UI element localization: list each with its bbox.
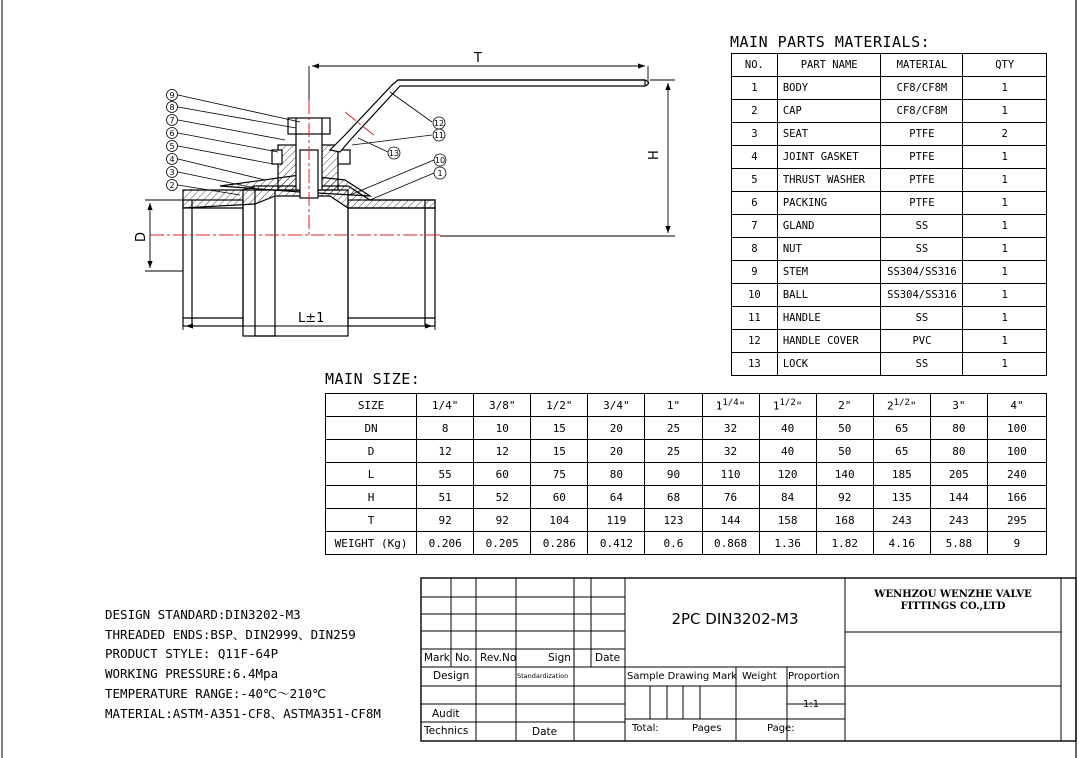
parts-cell-qty: 1 bbox=[963, 169, 1047, 192]
size-cell: 12 bbox=[417, 440, 474, 463]
parts-cell-no: 2 bbox=[732, 100, 778, 123]
parts-cell-qty: 1 bbox=[963, 215, 1047, 238]
size-cell: 92 bbox=[417, 509, 474, 532]
svg-text:9: 9 bbox=[169, 91, 175, 100]
svg-text:3: 3 bbox=[169, 168, 175, 177]
size-cell: 166 bbox=[987, 486, 1046, 509]
svg-text:1: 1 bbox=[437, 169, 443, 178]
size-cell: 1.82 bbox=[816, 532, 873, 555]
parts-cell-no: 10 bbox=[732, 284, 778, 307]
size-header-cell: 1" bbox=[645, 394, 702, 417]
parts-cell-qty: 1 bbox=[963, 100, 1047, 123]
parts-cell-qty: 1 bbox=[963, 307, 1047, 330]
size-cell: 5.88 bbox=[930, 532, 987, 555]
company-name-line1: WENHZOU WENZHE VALVE bbox=[874, 589, 1032, 600]
size-cell: 15 bbox=[531, 417, 588, 440]
tb-sign: Sign bbox=[548, 652, 571, 664]
size-fraction: 1/2 bbox=[779, 397, 796, 408]
size-cell: 50 bbox=[816, 417, 873, 440]
parts-cell-material: CF8/CF8M bbox=[881, 100, 963, 123]
parts-cell-name: CAP bbox=[777, 100, 881, 123]
size-cell: 110 bbox=[702, 463, 759, 486]
parts-cell-no: 5 bbox=[732, 169, 778, 192]
parts-header-name: PART NAME bbox=[777, 54, 881, 77]
parts-cell-material: SS bbox=[881, 307, 963, 330]
size-header-cell: 3" bbox=[930, 394, 987, 417]
svg-text:5: 5 bbox=[169, 142, 175, 151]
size-cell: 84 bbox=[759, 486, 816, 509]
parts-cell-name: HANDLE COVER bbox=[777, 330, 881, 353]
svg-text:2: 2 bbox=[169, 181, 175, 190]
size-cell: 119 bbox=[588, 509, 645, 532]
svg-text:7: 7 bbox=[169, 116, 175, 125]
parts-cell-name: NUT bbox=[777, 238, 881, 261]
size-cell: 240 bbox=[987, 463, 1046, 486]
size-cell: 0.205 bbox=[474, 532, 531, 555]
parts-cell-qty: 1 bbox=[963, 238, 1047, 261]
size-whole: 2 bbox=[887, 399, 894, 413]
spec-working-pressure: WORKING PRESSURE:6.4Mpa bbox=[105, 666, 279, 682]
parts-cell-no: 6 bbox=[732, 192, 778, 215]
size-cell: 65 bbox=[873, 440, 930, 463]
size-cell: 51 bbox=[417, 486, 474, 509]
parts-cell-no: 9 bbox=[732, 261, 778, 284]
size-unit: " bbox=[909, 399, 917, 413]
size-cell: 75 bbox=[531, 463, 588, 486]
size-cell: 60 bbox=[531, 486, 588, 509]
spec-design-standard: DESIGN STANDARD:DIN3202-M3 bbox=[105, 607, 301, 622]
size-cell: 144 bbox=[702, 509, 759, 532]
size-cell: 9 bbox=[987, 532, 1046, 555]
tb-design: Design bbox=[433, 670, 470, 682]
svg-text:11: 11 bbox=[433, 131, 445, 140]
size-row-label: WEIGHT (Kg) bbox=[326, 532, 417, 555]
parts-cell-no: 3 bbox=[732, 123, 778, 146]
size-cell: 76 bbox=[702, 486, 759, 509]
size-cell: 80 bbox=[930, 440, 987, 463]
parts-cell-name: BODY bbox=[777, 77, 881, 100]
parts-cell-name: GLAND bbox=[777, 215, 881, 238]
parts-cell-no: 8 bbox=[732, 238, 778, 261]
size-cell: 158 bbox=[759, 509, 816, 532]
size-cell: 65 bbox=[873, 417, 930, 440]
size-cell: 168 bbox=[816, 509, 873, 532]
size-cell: 100 bbox=[987, 440, 1046, 463]
tb-rev-no: Rev.No bbox=[480, 652, 517, 664]
parts-cell-qty: 1 bbox=[963, 77, 1047, 100]
parts-header-no: NO. bbox=[732, 54, 778, 77]
parts-cell-material: SS bbox=[881, 215, 963, 238]
size-cell: 15 bbox=[531, 440, 588, 463]
parts-title: MAIN PARTS MATERIALS: bbox=[730, 33, 931, 51]
size-cell: 10 bbox=[474, 417, 531, 440]
size-header-cell: 3/8" bbox=[474, 394, 531, 417]
parts-cell-material: PTFE bbox=[881, 146, 963, 169]
size-cell: 205 bbox=[930, 463, 987, 486]
tb-mark: Mark bbox=[424, 652, 450, 664]
size-cell: 25 bbox=[645, 440, 702, 463]
tb-date2: Date bbox=[532, 726, 558, 738]
size-cell: 0.206 bbox=[417, 532, 474, 555]
parts-cell-no: 13 bbox=[732, 353, 778, 376]
parts-cell-qty: 2 bbox=[963, 123, 1047, 146]
svg-text:4: 4 bbox=[169, 155, 175, 164]
size-cell: 123 bbox=[645, 509, 702, 532]
size-cell: 0.6 bbox=[645, 532, 702, 555]
parts-header-qty: QTY bbox=[963, 54, 1047, 77]
parts-cell-name: BALL bbox=[777, 284, 881, 307]
parts-cell-qty: 1 bbox=[963, 284, 1047, 307]
size-cell: 120 bbox=[759, 463, 816, 486]
parts-cell-name: LOCK bbox=[777, 353, 881, 376]
size-fraction: 1/4 bbox=[722, 397, 739, 408]
parts-cell-material: PVC bbox=[881, 330, 963, 353]
svg-text:10: 10 bbox=[434, 156, 446, 165]
parts-cell-no: 4 bbox=[732, 146, 778, 169]
size-cell: 1.36 bbox=[759, 532, 816, 555]
size-header-cell: 1/2" bbox=[531, 394, 588, 417]
size-label: SIZE bbox=[326, 394, 417, 417]
size-cell: 20 bbox=[588, 440, 645, 463]
company-name-line2: FITTINGS CO.,LTD bbox=[900, 601, 1006, 612]
spec-temperature-range: TEMPERATURE RANGE:-40℃～210℃ bbox=[105, 685, 327, 701]
tb-audit: Audit bbox=[432, 708, 460, 720]
parts-cell-no: 11 bbox=[732, 307, 778, 330]
parts-cell-material: PTFE bbox=[881, 169, 963, 192]
tb-proportion: Proportion bbox=[788, 671, 840, 682]
svg-text:8: 8 bbox=[169, 103, 175, 112]
spec-material: MATERIAL:ASTM-A351-CF8、ASTMA351-CF8M bbox=[105, 705, 381, 721]
parts-cell-qty: 1 bbox=[963, 192, 1047, 215]
size-row-label: L bbox=[326, 463, 417, 486]
parts-cell-material: PTFE bbox=[881, 192, 963, 215]
parts-cell-name: THRUST WASHER bbox=[777, 169, 881, 192]
parts-cell-material: PTFE bbox=[881, 123, 963, 146]
size-header-cell: 2" bbox=[816, 394, 873, 417]
size-cell: 140 bbox=[816, 463, 873, 486]
svg-text:6: 6 bbox=[169, 129, 175, 138]
size-fraction: 1/2 bbox=[893, 397, 910, 408]
dim-label-l: L±1 bbox=[298, 311, 325, 326]
parts-header-material: MATERIAL bbox=[881, 54, 963, 77]
size-cell: 0.412 bbox=[588, 532, 645, 555]
size-whole: 1 bbox=[715, 399, 723, 413]
parts-cell-name: STEM bbox=[777, 261, 881, 284]
parts-cell-qty: 1 bbox=[963, 261, 1047, 284]
size-cell: 20 bbox=[588, 417, 645, 440]
size-cell: 4.16 bbox=[873, 532, 930, 555]
parts-cell-material: SS304/SS316 bbox=[881, 284, 963, 307]
dim-label-d: D bbox=[134, 231, 149, 242]
size-cell: 52 bbox=[474, 486, 531, 509]
parts-cell-qty: 1 bbox=[963, 353, 1047, 376]
spec-product-style: PRODUCT STYLE: Q11F-64P bbox=[105, 646, 279, 662]
size-cell: 144 bbox=[930, 486, 987, 509]
size-cell: 92 bbox=[474, 509, 531, 532]
size-cell: 80 bbox=[588, 463, 645, 486]
size-cell: 32 bbox=[702, 417, 759, 440]
size-whole: 1 bbox=[772, 399, 780, 413]
parts-cell-material: SS304/SS316 bbox=[881, 261, 963, 284]
tb-standardization: Standardization bbox=[517, 672, 569, 680]
size-cell: 40 bbox=[759, 417, 816, 440]
svg-text:13: 13 bbox=[388, 149, 400, 158]
parts-cell-no: 7 bbox=[732, 215, 778, 238]
size-cell: 8 bbox=[417, 417, 474, 440]
tb-no: No. bbox=[455, 652, 473, 664]
size-cell: 100 bbox=[987, 417, 1046, 440]
spec-threaded-ends: THREADED ENDS:BSP、DIN2999、DIN259 bbox=[105, 626, 356, 642]
parts-cell-name: PACKING bbox=[777, 192, 881, 215]
dim-label-t: T bbox=[474, 51, 482, 66]
size-header-cell: 4" bbox=[987, 394, 1046, 417]
size-cell: 32 bbox=[702, 440, 759, 463]
parts-cell-name: HANDLE bbox=[777, 307, 881, 330]
size-cell: 92 bbox=[816, 486, 873, 509]
size-cell: 295 bbox=[987, 509, 1046, 532]
tb-proportion-value: 1:1 bbox=[803, 699, 820, 710]
size-unit: " bbox=[795, 399, 803, 413]
parts-cell-material: SS bbox=[881, 353, 963, 376]
size-row-label: T bbox=[326, 509, 417, 532]
tb-weight: Weight bbox=[742, 671, 777, 682]
size-cell: 0.286 bbox=[531, 532, 588, 555]
dim-label-h: H bbox=[647, 150, 662, 160]
tb-date: Date bbox=[595, 652, 621, 664]
tb-technics: Technics bbox=[424, 725, 469, 737]
size-cell: 55 bbox=[417, 463, 474, 486]
size-cell: 80 bbox=[930, 417, 987, 440]
size-cell: 64 bbox=[588, 486, 645, 509]
size-cell: 104 bbox=[531, 509, 588, 532]
parts-cell-no: 12 bbox=[732, 330, 778, 353]
parts-cell-material: CF8/CF8M bbox=[881, 77, 963, 100]
size-row-label: D bbox=[326, 440, 417, 463]
parts-cell-name: JOINT GASKET bbox=[777, 146, 881, 169]
size-cell: 68 bbox=[645, 486, 702, 509]
tb-pages: Pages bbox=[692, 723, 722, 734]
size-cell: 40 bbox=[759, 440, 816, 463]
size-cell: 135 bbox=[873, 486, 930, 509]
parts-cell-material: SS bbox=[881, 238, 963, 261]
parts-cell-no: 1 bbox=[732, 77, 778, 100]
size-cell: 12 bbox=[474, 440, 531, 463]
tb-page: Page: bbox=[767, 723, 795, 734]
drawing-title: 2PC DIN3202-M3 bbox=[671, 610, 799, 628]
parts-cell-qty: 1 bbox=[963, 330, 1047, 353]
size-cell: 243 bbox=[873, 509, 930, 532]
size-cell: 60 bbox=[474, 463, 531, 486]
size-title: MAIN SIZE: bbox=[325, 370, 421, 388]
size-unit: " bbox=[738, 399, 746, 413]
size-cell: 50 bbox=[816, 440, 873, 463]
svg-text:12: 12 bbox=[433, 119, 445, 128]
size-cell: 25 bbox=[645, 417, 702, 440]
tb-total: Total: bbox=[632, 723, 659, 734]
size-header-cell: 3/4" bbox=[588, 394, 645, 417]
size-cell: 185 bbox=[873, 463, 930, 486]
size-cell: 243 bbox=[930, 509, 987, 532]
size-cell: 90 bbox=[645, 463, 702, 486]
size-header-cell: 1/4" bbox=[417, 394, 474, 417]
parts-cell-name: SEAT bbox=[777, 123, 881, 146]
company-name bbox=[845, 589, 1061, 613]
size-cell: 0.868 bbox=[702, 532, 759, 555]
parts-cell-qty: 1 bbox=[963, 146, 1047, 169]
size-row-label: H bbox=[326, 486, 417, 509]
size-row-label: DN bbox=[326, 417, 417, 440]
tb-sample-drawing-mark: Sample Drawing Mark bbox=[627, 671, 738, 682]
